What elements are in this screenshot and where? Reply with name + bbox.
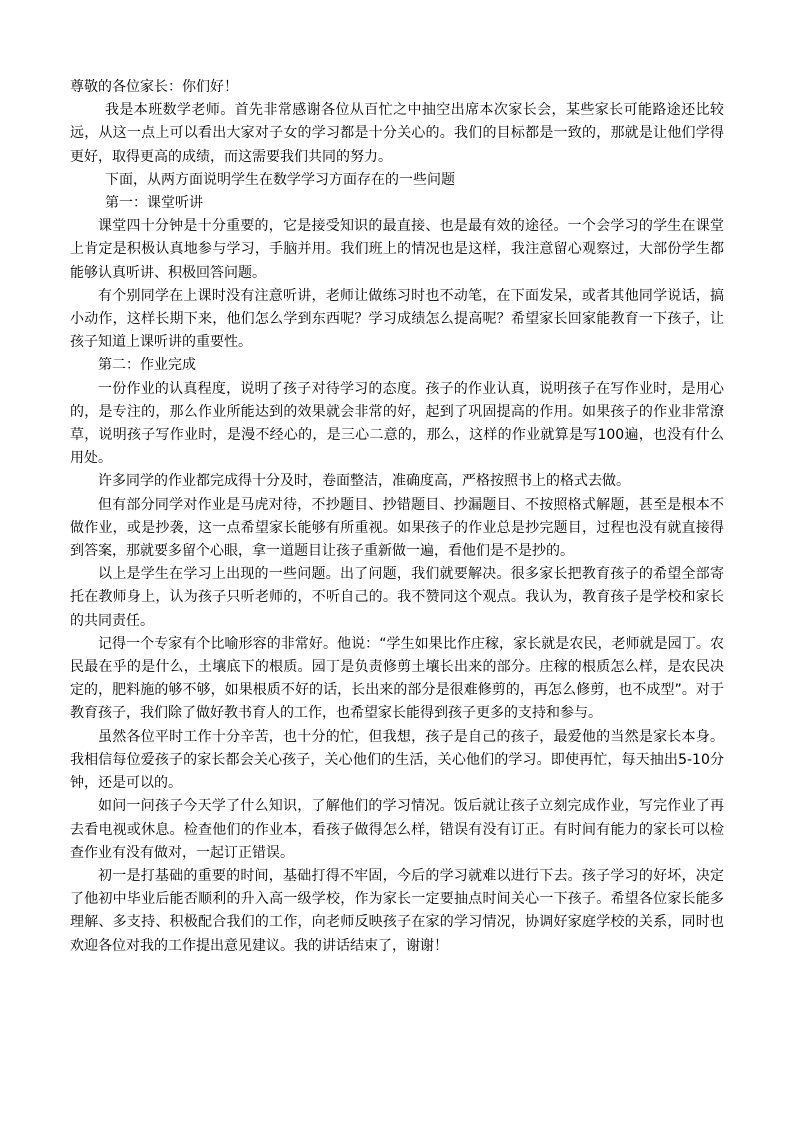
greeting-line: 尊敬的各位家长：你们好！ — [70, 79, 238, 95]
paragraph-homework-2: 许多同学的作业都完成得十分及时，卷面整洁，准确度高，严格按照书上的格式去做。 — [98, 473, 630, 490]
paragraph-listening-1: 课堂四十分钟是十分重要的，它是接受知识的最直接、也是最有效的途径。一个会学习的学生在课堂上肯定是积极认真地参与学习，手脑并用。我们班上的情况也是这样，我注意留心观察过，大部份学生都能够认真听讲、积极回答问题。 — [70, 218, 724, 281]
paragraph-summary: 以上是学生在学习上出现的一些问题。出了问题，我们就要解决。很多家长把教育孩子的希望全部寄托在教师身上，认为孩子只听老师的，不听自己的。我不赞同这个观点。我认为，教育孩子是学校和家长的共同责任。 — [70, 566, 724, 629]
paragraph-listening-2: 有个别同学在上课时没有注意听讲，老师让做练习时也不动笔，在下面发呆，或者其他同学说话，搞小动作，这样长期下来，他们怎么学到东西呢？学习成绩怎么提高呢？希望家长回家能教育一下孩子，让孩子知道上课听讲的重要性。 — [70, 287, 724, 351]
section-heading-homework: 第二：作业完成 — [98, 357, 196, 374]
paragraph-suggestions: 如问一问孩子今天学了什么知识，了解他们的学习情况。饭后就让孩子立刻完成作业，写完作业了再去看电视或休息。检查他们的作业本，看孩子做得怎么样，错误有没有订正。有时间有能力的家长可以检查作业有没有做对，一起订正错误。 — [70, 798, 724, 861]
paragraph-overview: 下面，从两方面说明学生在数学学习方面存在的一些问题 — [105, 171, 455, 188]
section-heading-listening: 第一：课堂听讲 — [105, 195, 203, 212]
paragraph-homework-1: 一份作业的认真程度，说明了孩子对待学习的态度。孩子的作业认真，说明孩子在写作业时，是用心的，是专注的，那么作业所能达到的效果就会非常的好，起到了巩固提高的作用。如果孩子的作业非常潦草，说明孩子写作业时，是漫不经心的，是三心二意的，那么，这样的作业就算是写100遍，也没有什么用处。 — [70, 380, 724, 467]
paragraph-time: 虽然各位平时工作十分辛苦，也十分的忙，但我想，孩子是自己的孩子，最爱他的当然是家长本身。我相信每位爱孩子的家长都会关心孩子，关心他们的生活，关心他们的学习。即使再忙，每天抽出5-10分钟，还是可以的。 — [70, 728, 724, 792]
paragraph-analogy: 记得一个专家有个比喻形容的非常好。他说：“学生如果比作庄稼，家长就是农民，老师就是园丁。农民最在乎的是什么，土壤底下的根质。园丁是负责修剪土壤长出来的部分。庄稼的根质怎么样，是农民决定的，肥料施的够不够，如果根质不好的话，长出来的部分是很难修剪的，再怎么修剪，也不成型”。对于教育孩子，我们除了做好教书育人的工作，也希望家长能得到孩子更多的支持和参与。 — [70, 635, 724, 722]
letter-document — [70, 76, 724, 958]
paragraph-closing: 初一是打基础的重要的时间，基础打得不牢固，今后的学习就难以进行下去。孩子学习的好坏，决定了他初中毕业后能否顺利的升入高一级学校，作为家长一定要抽点时间关心一下孩子。希望各位家长能多理解、多支持、积极配合我们的工作，向老师反映孩子在家的学习情况，协调好家庭学校的关系，同时也欢迎各位对我的工作提出意见建议。我的讲话结束了，谢谢！ — [70, 867, 724, 954]
paragraph-homework-3: 但有部分同学对作业是马虎对待，不抄题目、抄错题目、抄漏题目、不按照格式解题，甚至是根本不做作业，或是抄袭，这一点希望家长能够有所重视。如果孩子的作业总是抄完题目，过程也没有就直接得到答案，那就要多留个心眼，拿一道题目让孩子重新做一遍，看他们是不是抄的。 — [70, 496, 724, 560]
paragraph-intro: 我是本班数学老师。首先非常感谢各位从百忙之中抽空出席本次家长会，某些家长可能路途还比较远，从这一点上可以看出大家对子女的学习都是十分关心的。我们的目标都是一致的，那就是让他们学得更好，取得更高的成绩，而这需要我们共同的努力。 — [70, 102, 724, 165]
